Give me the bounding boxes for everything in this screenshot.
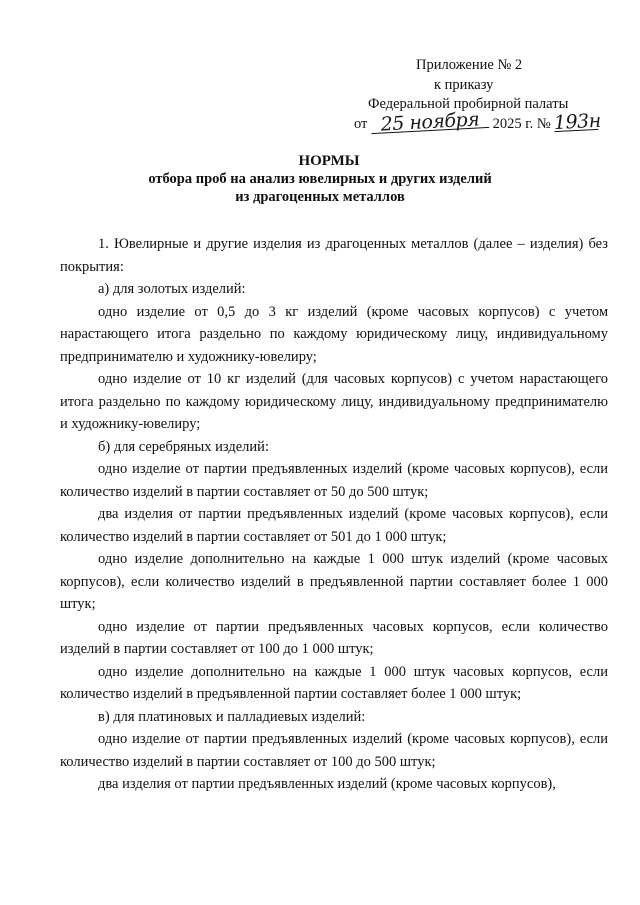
subsection-c-heading: в) для платиновых и палладиевых изделий: [98,708,366,725]
order-reference: к приказу [434,76,494,93]
document-title [0,152,640,206]
appendix-number: Приложение № 2 [416,57,523,73]
appendix-header [340,56,600,134]
title-subtitle-line-1: отбора проб на анализ ювелирных и других изделий [148,171,492,187]
paragraph-silver-3: одно изделие дополнительно на каждые 1 000 штук изделий (кроме часовых корпусов), если количество изделий в предъявленной партии составляет более 1 000 штук; [60,551,608,612]
paragraph-silver-4: одно изделие от партии предъявленных часовых корпусов, если количество изделий в партии составляет от 100 до 1 000 штук; [60,618,608,657]
paragraph-silver-2: два изделия от партии предъявленных изделий (кроме часовых корпусов), если количество изделий в партии составляет от 501 до 1 000 штук; [60,506,608,545]
order-date-line [340,107,602,136]
subsection-a-heading: а) для золотых изделий: [98,281,246,297]
subsection-b-heading: б) для серебряных изделий: [98,438,269,455]
handwritten-order-number: 193н [553,109,602,134]
date-prefix: от [354,115,368,132]
paragraph-silver-1: одно изделие от партии предъявленных изделий (кроме часовых корпусов), если количество изделий в партии составляет от 50 до 500 штук; [60,461,608,500]
paragraph-1: 1. Ювелирные и другие изделия из драгоценных металлов (далее – изделия) без покрытия: [60,236,608,275]
paragraph-silver-5: одно изделие дополнительно на каждые 1 000 штук часовых корпусов, если количество изделий в предъявленной партии составляет более 1 000 штук; [60,663,608,702]
document-body [60,233,608,796]
year-and-number-label: 2025 г. № [492,115,551,132]
title-subtitle-line-2: из драгоценных металлов [235,189,405,205]
handwritten-date: 25 ноября [371,111,490,133]
paragraph-gold-1: одно изделие от 0,5 до 3 кг изделий (кроме часовых корпусов) с учетом нарастающего итога раздельно по каждому юридическому лицу, индивидуальному предпринимателю и художнику-ювелиру; [60,303,608,365]
issuing-authority: Федеральной пробирной палаты [368,96,569,112]
paragraph-platinum-2: два изделия от партии предъявленных изделий (кроме часовых корпусов), [98,776,556,792]
title-main: НОРМЫ [298,153,360,169]
paragraph-gold-2: одно изделие от 10 кг изделий (для часовых корпусов) с учетом нарастающего итога раздельно по каждому юридическому лицу, индивидуальному предпринимателю и художнику-ювелиру; [60,371,608,432]
paragraph-platinum-1: одно изделие от партии предъявленных изделий (кроме часовых корпусов), если количество изделий в партии составляет от 100 до 500 штук; [60,731,608,770]
